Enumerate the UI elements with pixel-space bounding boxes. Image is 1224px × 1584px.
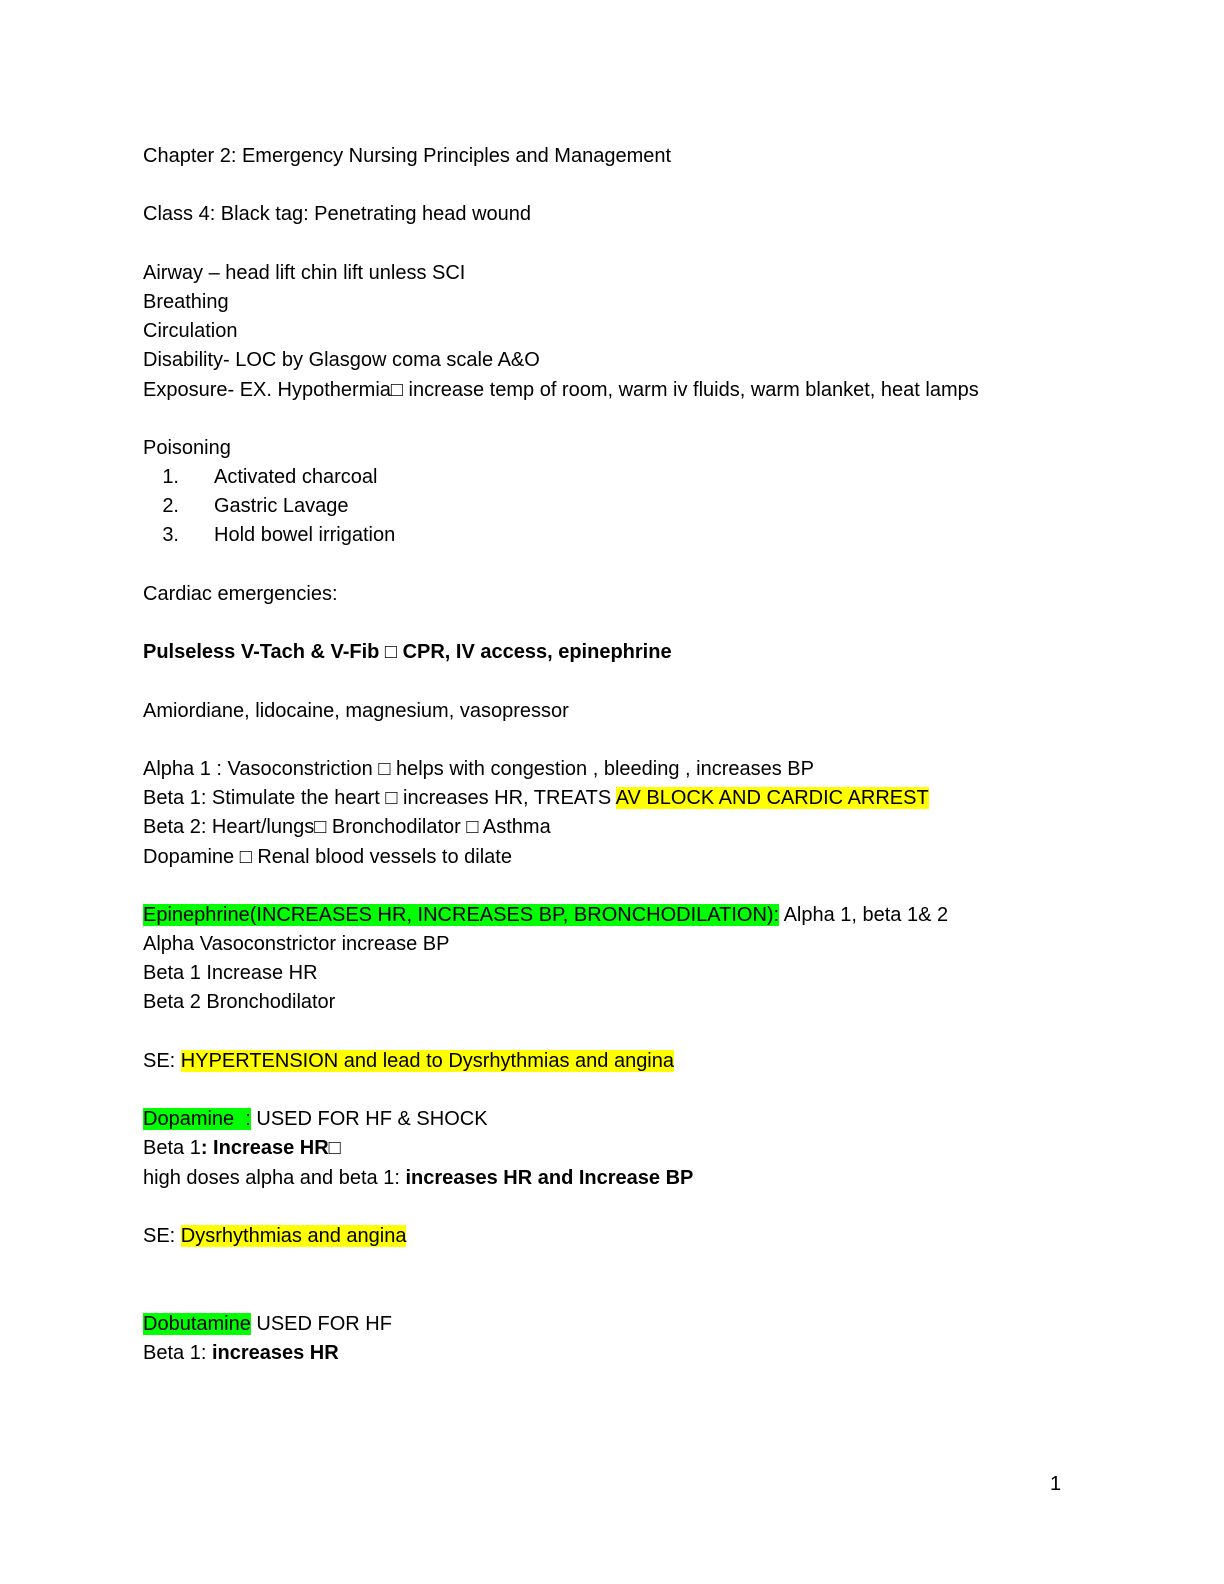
blank-line xyxy=(143,551,1083,580)
blank-line xyxy=(143,171,1083,200)
epi-se-highlight: HYPERTENSION and lead to Dysrhythmias and angina xyxy=(180,1049,674,1072)
epi-beta1-line: Beta 1 Increase HR xyxy=(143,962,318,985)
dobutamine-highlight: Dobutamine xyxy=(143,1312,251,1335)
chapter-title: Chapter 2: Emergency Nursing Principles and Management xyxy=(143,145,672,167)
beta1-line xyxy=(143,784,1083,813)
dobutamine-use: USED FOR HF xyxy=(250,1312,392,1335)
se-label: SE: xyxy=(143,1049,181,1072)
dopamine-receptor-line: Dopamine □ Renal blood vessels to dilate xyxy=(143,845,512,868)
dobutamine-beta1-label: Beta 1: xyxy=(143,1341,212,1364)
list-text: Gastric Lavage xyxy=(214,495,349,518)
dopamine-high-dose-line xyxy=(143,1164,1083,1193)
blank-line xyxy=(143,405,1083,434)
epinephrine-receptors: Alpha 1, beta 1& 2 xyxy=(779,903,949,926)
dopamine-se-highlight: Dysrhythmias and angina xyxy=(180,1224,407,1247)
beta2-line: Beta 2: Heart/lungs□ Bronchodilator □ Asthma xyxy=(143,816,551,839)
list-text: Hold bowel irrigation xyxy=(214,524,396,547)
blank-line xyxy=(143,667,1083,696)
blank-line xyxy=(143,609,1083,638)
blank-line xyxy=(143,230,1083,259)
disability-line: Disability- LOC by Glasgow coma scale A&O xyxy=(143,349,540,372)
dopamine-highlight: Dopamine : xyxy=(143,1108,251,1131)
poisoning-heading: Poisoning xyxy=(143,436,231,459)
blank-line xyxy=(143,1018,1083,1047)
blank-line xyxy=(143,726,1083,755)
beta1-highlight: AV BLOCK AND CARDIC ARREST xyxy=(615,787,929,810)
blank-line xyxy=(143,1076,1083,1105)
epi-se-line xyxy=(143,1047,1083,1076)
dopamine-se-line xyxy=(143,1222,1083,1251)
dopamine-beta1-line xyxy=(143,1134,1083,1163)
page-number: 1 xyxy=(1050,1473,1062,1495)
dobutamine-beta1-effect: increases HR xyxy=(211,1341,339,1364)
list-number: 3. xyxy=(162,524,179,547)
list-item xyxy=(143,521,1083,550)
high-dose-effect: increases HR and Increase BP xyxy=(405,1166,694,1189)
list-text: Activated charcoal xyxy=(214,466,378,489)
class4-line: Class 4: Black tag: Penetrating head wound xyxy=(143,203,532,226)
se-label: SE: xyxy=(143,1224,181,1247)
epinephrine-highlight: Epinephrine(INCREASES HR, INCREASES BP, BRONCHODILATION): xyxy=(143,903,780,926)
blank-line xyxy=(143,1251,1083,1280)
breathing-line: Breathing xyxy=(143,290,229,313)
high-dose-label: high doses alpha and beta 1: xyxy=(143,1166,406,1189)
list-number: 2. xyxy=(162,495,179,518)
alpha1-line: Alpha 1 : Vasoconstriction □ helps with congestion , bleeding , increases BP xyxy=(143,757,814,780)
dopamine-beta1-effect: : Increase HR□ xyxy=(200,1137,341,1160)
list-number: 1. xyxy=(162,466,179,489)
document-body xyxy=(143,142,1083,1368)
dopamine-line xyxy=(143,1105,1083,1134)
cardiac-heading: Cardiac emergencies: xyxy=(143,582,338,605)
drugs-line: Amiordiane, lidocaine, magnesium, vasopressor xyxy=(143,699,569,722)
circulation-line: Circulation xyxy=(143,320,238,343)
exposure-line: Exposure- EX. Hypothermia□ increase temp of room, warm iv fluids, warm blanket, heat lamps xyxy=(143,378,979,401)
dopamine-beta1-label: Beta 1 xyxy=(143,1137,201,1160)
epi-beta2-line: Beta 2 Bronchodilator xyxy=(143,991,336,1014)
poisoning-list xyxy=(143,463,1083,551)
dopamine-use: USED FOR HF & SHOCK xyxy=(250,1108,488,1131)
pulseless-line: Pulseless V-Tach & V-Fib □ CPR, IV access, epinephrine xyxy=(143,641,672,664)
epi-alpha-line: Alpha Vasoconstrictor increase BP xyxy=(143,933,450,956)
blank-line xyxy=(143,1193,1083,1222)
list-item xyxy=(143,463,1083,492)
list-item xyxy=(143,492,1083,521)
blank-line xyxy=(143,1280,1083,1309)
dobutamine-line xyxy=(143,1310,1083,1339)
epinephrine-line xyxy=(143,901,1083,930)
airway-line: Airway – head lift chin lift unless SCI xyxy=(143,261,466,284)
beta1-text: Beta 1: Stimulate the heart □ increases HR, TREATS xyxy=(143,787,616,810)
dobutamine-beta1-line xyxy=(143,1339,1083,1368)
blank-line xyxy=(143,872,1083,901)
